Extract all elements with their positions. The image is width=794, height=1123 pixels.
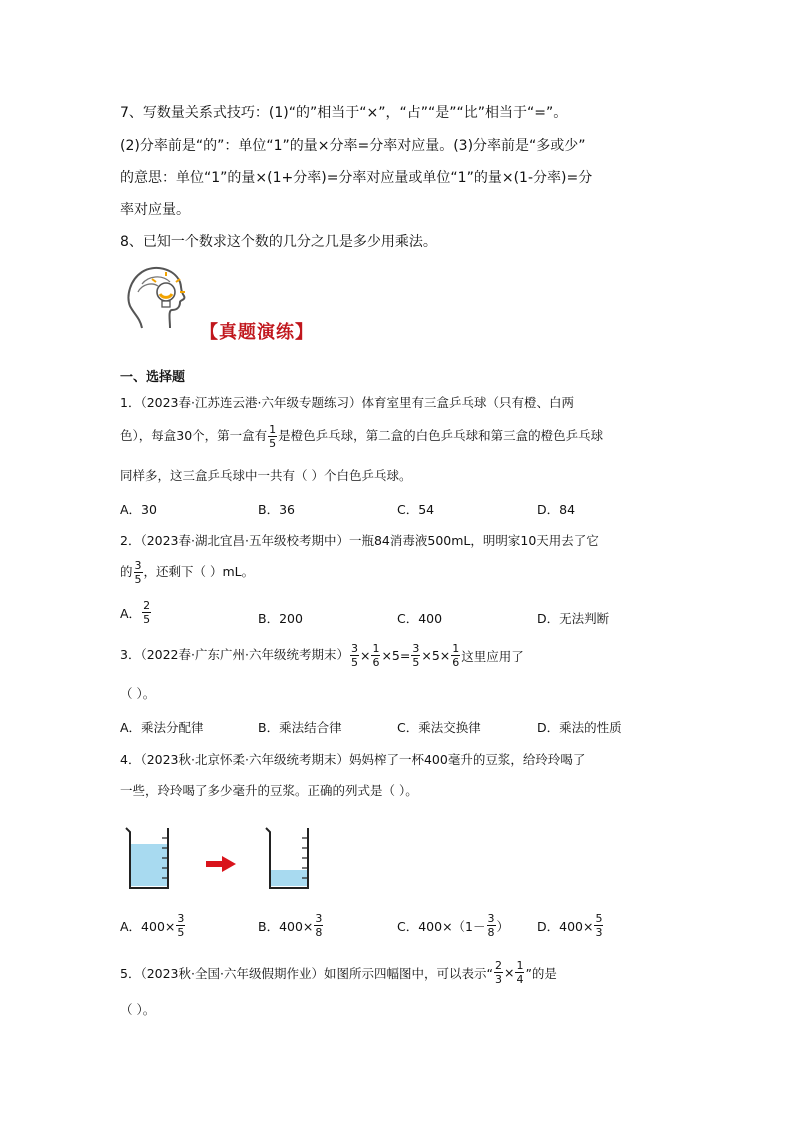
- tip-7-line-1: 7、写数量关系式技巧：(1)“的”相当于“×”，“占”“是”“比”相当于“=”。: [120, 105, 568, 121]
- q4-option-a[interactable]: [120, 913, 186, 938]
- q3-option-a[interactable]: A．乘法分配律: [120, 720, 204, 735]
- q5-f2-num: 1: [516, 959, 524, 972]
- q4-b-den: 8: [315, 926, 323, 939]
- q4-line-1: 4．（2023秋·北京怀柔·六年级统考期末）妈妈榨了一杯400毫升的豆浆，给玲玲喝了: [120, 752, 586, 767]
- q5-text-b: ”的是: [525, 965, 557, 981]
- q2-text-a: 的: [120, 564, 133, 579]
- q4-line-2: 一些，玲玲喝了多少毫升的豆浆。正确的列式是（ ）。: [120, 783, 418, 798]
- q4-d-text: D．400×: [537, 918, 594, 934]
- right-arrow-icon: [206, 856, 236, 872]
- q3-fraction-3: [411, 643, 420, 668]
- q1-line-1: 1．（2023春·江苏连云港·六年级专题练习）体育室里有三盒乒乓球（只有橙、白两: [120, 395, 574, 410]
- q3-f2-den: 6: [372, 656, 380, 669]
- q4-b-num: 3: [315, 912, 323, 925]
- partial-beaker-image: [262, 826, 318, 892]
- q3-fraction-1: [350, 643, 359, 668]
- q4-c-num: 3: [487, 912, 495, 925]
- q2-text-b: ，还剩下（ ）mL。: [143, 564, 255, 579]
- q3-line-1: [120, 643, 524, 668]
- tip-8: 8、已知一个数求这个数的几分之几是多少用乘法。: [120, 234, 437, 250]
- q2-option-a-label: A．: [120, 605, 142, 621]
- q3-text-a: 3．（2022春·广东广州·六年级统考期末）: [120, 647, 349, 662]
- q1-text-a: 色），每盒30个，第一盒有: [120, 428, 268, 443]
- q4-d-den: 3: [595, 926, 603, 939]
- q3-f4-den: 6: [452, 656, 460, 669]
- q3-times-2: ×5=: [381, 648, 411, 663]
- full-beaker-image: [122, 826, 178, 892]
- q3-f3-num: 3: [412, 642, 420, 655]
- q2-option-c[interactable]: C．400: [397, 611, 443, 626]
- tip-7-line-2: (2)分率前是“的”：单位“1”的量×分率=分率对应量。(3)分率前是“多或少”: [120, 138, 586, 154]
- q2-fraction: [134, 560, 143, 585]
- q2-option-d[interactable]: D．无法判断: [537, 611, 610, 626]
- q4-d-fraction: [594, 913, 603, 938]
- q3-fraction-4: [451, 643, 460, 668]
- tip-7-line-3: 的意思：单位“1”的量×(1+分率)=分率对应量或单位“1”的量×(1-分率)=分: [120, 170, 593, 186]
- q4-b-fraction: [314, 913, 323, 938]
- q2-option-a-fraction: [142, 600, 151, 625]
- q4-option-c[interactable]: [397, 913, 509, 938]
- q1-frac-num: 1: [269, 423, 277, 436]
- q4-a-text: A．400×: [120, 918, 176, 934]
- q5-f1-num: 2: [494, 959, 502, 972]
- q1-line-3: 同样多，这三盒乒乓球中一共有（ ）个白色乒乓球。: [120, 468, 412, 483]
- q1-text-b: 是橙色乒乓球，第二盒的白色乒乓球和第三盒的橙色乒乓球: [278, 428, 604, 443]
- q3-f3-den: 5: [412, 656, 420, 669]
- q3-option-b[interactable]: B．乘法结合律: [258, 720, 342, 735]
- q3-f2-num: 1: [372, 642, 380, 655]
- q4-option-d[interactable]: [537, 913, 604, 938]
- q1-option-c[interactable]: C．54: [397, 502, 435, 517]
- section-heading: 一、选择题: [120, 370, 186, 385]
- q3-f4-num: 1: [452, 642, 460, 655]
- q2-a-den: 5: [143, 613, 151, 626]
- q4-c-den: 8: [487, 926, 495, 939]
- q2-frac-num: 3: [134, 559, 142, 572]
- q2-option-b[interactable]: B．200: [258, 611, 303, 626]
- q3-f1-num: 3: [350, 642, 358, 655]
- q1-line-2: [120, 424, 603, 449]
- q3-times-1: ×: [359, 648, 371, 663]
- q5-fraction-2: [515, 960, 524, 985]
- q4-c-text: C．400×（1－: [397, 918, 486, 934]
- q4-b-text: B．400×: [258, 918, 314, 934]
- q3-fraction-2: [371, 643, 380, 668]
- q3-option-d[interactable]: D．乘法的性质: [537, 720, 622, 735]
- q5-fraction-1: [494, 960, 503, 985]
- q2-frac-den: 5: [134, 573, 142, 586]
- q5-text-a: 5．（2023秋·全国·六年级假期作业）如图所示四幅图中，可以表示“: [120, 965, 493, 981]
- q4-c-close: ）: [496, 918, 510, 934]
- q2-line-2: [120, 560, 254, 585]
- q3-f1-den: 5: [350, 656, 358, 669]
- q2-line-1: 2．（2023春·湖北宜昌·五年级校考期中）一瓶84消毒液500mL，明明家10天用去了它: [120, 533, 599, 548]
- tip-7-line-4: 率对应量。: [120, 202, 190, 218]
- q3-option-c[interactable]: C．乘法交换律: [397, 720, 481, 735]
- q4-c-fraction: [487, 913, 496, 938]
- q1-fraction: [268, 424, 277, 449]
- q2-a-num: 2: [143, 599, 151, 612]
- q4-a-den: 5: [177, 926, 185, 939]
- q3-text-b: 这里应用了: [461, 648, 524, 664]
- q5-line-1: [120, 960, 557, 985]
- q5-f1-den: 3: [494, 973, 502, 986]
- q1-option-b[interactable]: B．36: [258, 502, 295, 517]
- q3-times-3: ×5×: [421, 648, 451, 663]
- q1-option-d[interactable]: D．84: [537, 502, 576, 517]
- q3-line-2: （ ）。: [120, 686, 156, 701]
- q1-option-a[interactable]: A．30: [120, 502, 157, 517]
- q4-d-num: 5: [595, 912, 603, 925]
- q5-line-2: （ ）。: [120, 1002, 156, 1017]
- q5-f2-den: 4: [516, 973, 524, 986]
- q5-times: ×: [503, 965, 515, 980]
- q1-frac-den: 5: [269, 437, 277, 450]
- head-lightbulb-icon: [122, 262, 192, 332]
- q4-a-num: 3: [177, 912, 185, 925]
- q4-a-fraction: [176, 913, 185, 938]
- q2-option-a[interactable]: [120, 600, 152, 625]
- q4-option-b[interactable]: [258, 913, 324, 938]
- section-banner: 【真题演练】: [200, 322, 314, 343]
